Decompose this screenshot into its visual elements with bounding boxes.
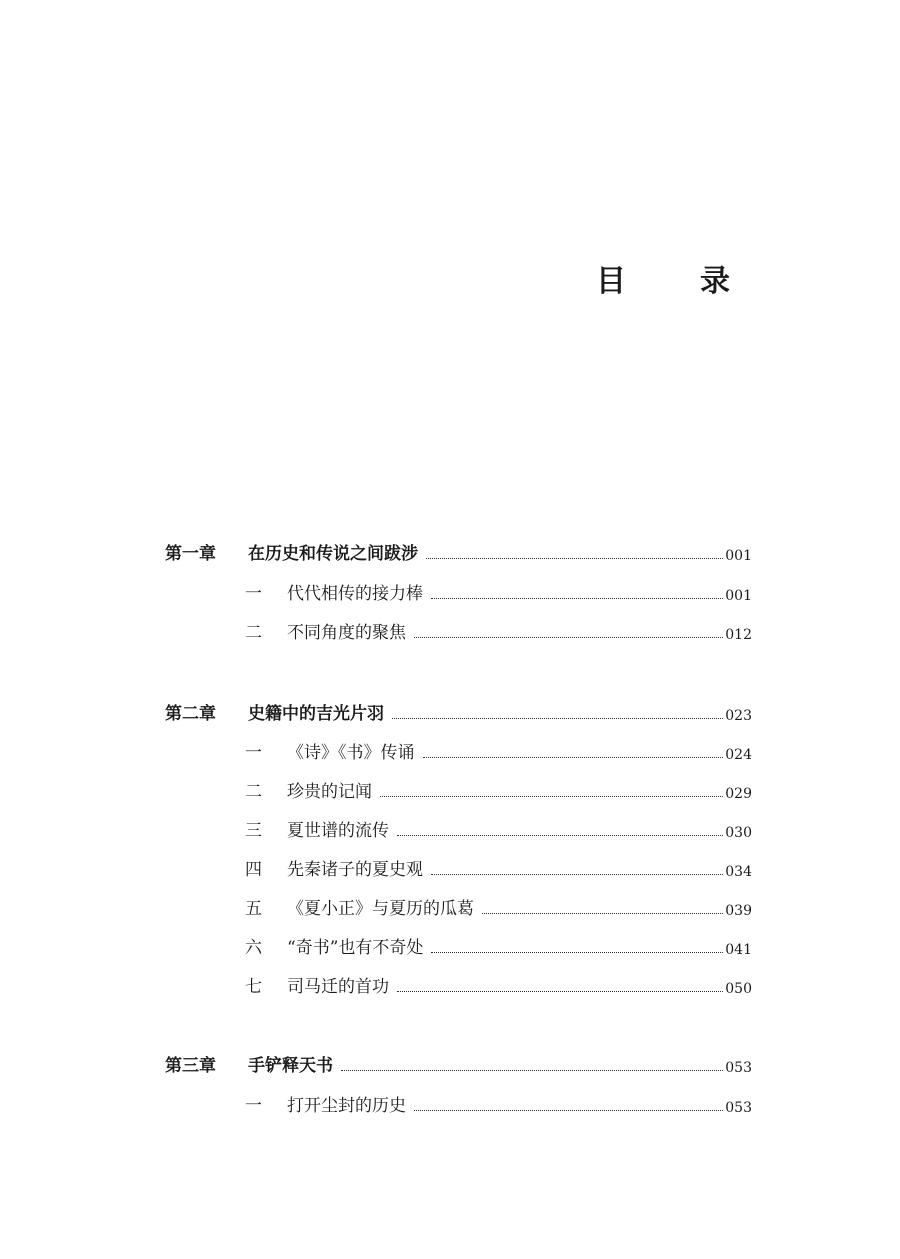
- section-title: 夏世谱的流传: [287, 821, 389, 841]
- chapter-label: 第二章: [165, 704, 216, 724]
- page-number: 039: [725, 903, 752, 919]
- leader-dots: [426, 557, 723, 559]
- leader-dots: [397, 990, 723, 992]
- page-number: 023: [725, 708, 752, 724]
- toc-chapter-3: [0, 1052, 900, 1078]
- toc-section: [0, 973, 900, 999]
- toc-section: [0, 1092, 900, 1118]
- section-label: 六: [245, 938, 262, 958]
- leader-dots: [431, 597, 723, 599]
- leader-dots: [431, 951, 723, 953]
- leader-dots: [341, 1069, 723, 1071]
- toc-section: [0, 778, 900, 804]
- section-label: 二: [245, 623, 262, 643]
- leader-dots: [380, 795, 723, 797]
- section-label: 一: [245, 584, 262, 604]
- leader-dots: [431, 873, 723, 875]
- chapter-title: 在历史和传说之间跋涉: [248, 544, 418, 564]
- page-number: 053: [725, 1100, 752, 1116]
- section-title: 代代相传的接力棒: [287, 584, 423, 604]
- section-label: 四: [245, 860, 262, 880]
- chapter-title: 手铲释天书: [248, 1056, 333, 1076]
- leader-dots: [414, 636, 723, 638]
- page-number: 034: [725, 864, 752, 880]
- section-title: 司马迁的首功: [287, 977, 389, 997]
- page-number: 053: [725, 1060, 752, 1076]
- chapter-label: 第一章: [165, 544, 216, 564]
- leader-dots: [414, 1109, 723, 1111]
- toc-section: [0, 856, 900, 882]
- leader-dots: [397, 834, 723, 836]
- toc-section: [0, 895, 900, 921]
- toc-section: [0, 934, 900, 960]
- section-label: 一: [245, 1096, 262, 1116]
- chapter-title: 史籍中的吉光片羽: [248, 704, 384, 724]
- page-number: 012: [725, 627, 752, 643]
- chapter-label: 第三章: [165, 1056, 216, 1076]
- section-label: 一: [245, 743, 262, 763]
- page-number: 001: [725, 548, 752, 564]
- leader-dots: [423, 756, 724, 758]
- section-title: “奇书”也有不奇处: [287, 938, 424, 958]
- page-number: 030: [725, 825, 752, 841]
- section-title: 《夏小正》与夏历的瓜葛: [287, 899, 474, 919]
- toc-section: [0, 580, 900, 606]
- toc-section: [0, 619, 900, 645]
- toc-section: [0, 817, 900, 843]
- section-title: 先秦诸子的夏史观: [287, 860, 423, 880]
- page-number: 001: [725, 588, 752, 604]
- leader-dots: [392, 717, 723, 719]
- section-title: 打开尘封的历史: [287, 1096, 406, 1116]
- section-label: 二: [245, 782, 262, 802]
- section-title: 《诗》《书》传诵: [287, 743, 415, 763]
- page-number: 041: [725, 942, 752, 958]
- page-number: 029: [725, 786, 752, 802]
- section-title: 珍贵的记闻: [287, 782, 372, 802]
- page-title: 目 录: [596, 264, 752, 299]
- leader-dots: [482, 912, 723, 914]
- section-label: 三: [245, 821, 262, 841]
- section-title: 不同角度的聚焦: [287, 623, 406, 643]
- page-number: 024: [725, 747, 752, 763]
- toc-chapter-1: [0, 540, 900, 566]
- section-label: 五: [245, 899, 262, 919]
- toc-chapter-2: [0, 700, 900, 726]
- section-label: 七: [245, 977, 262, 997]
- toc-section: [0, 739, 900, 765]
- page-number: 050: [725, 981, 752, 997]
